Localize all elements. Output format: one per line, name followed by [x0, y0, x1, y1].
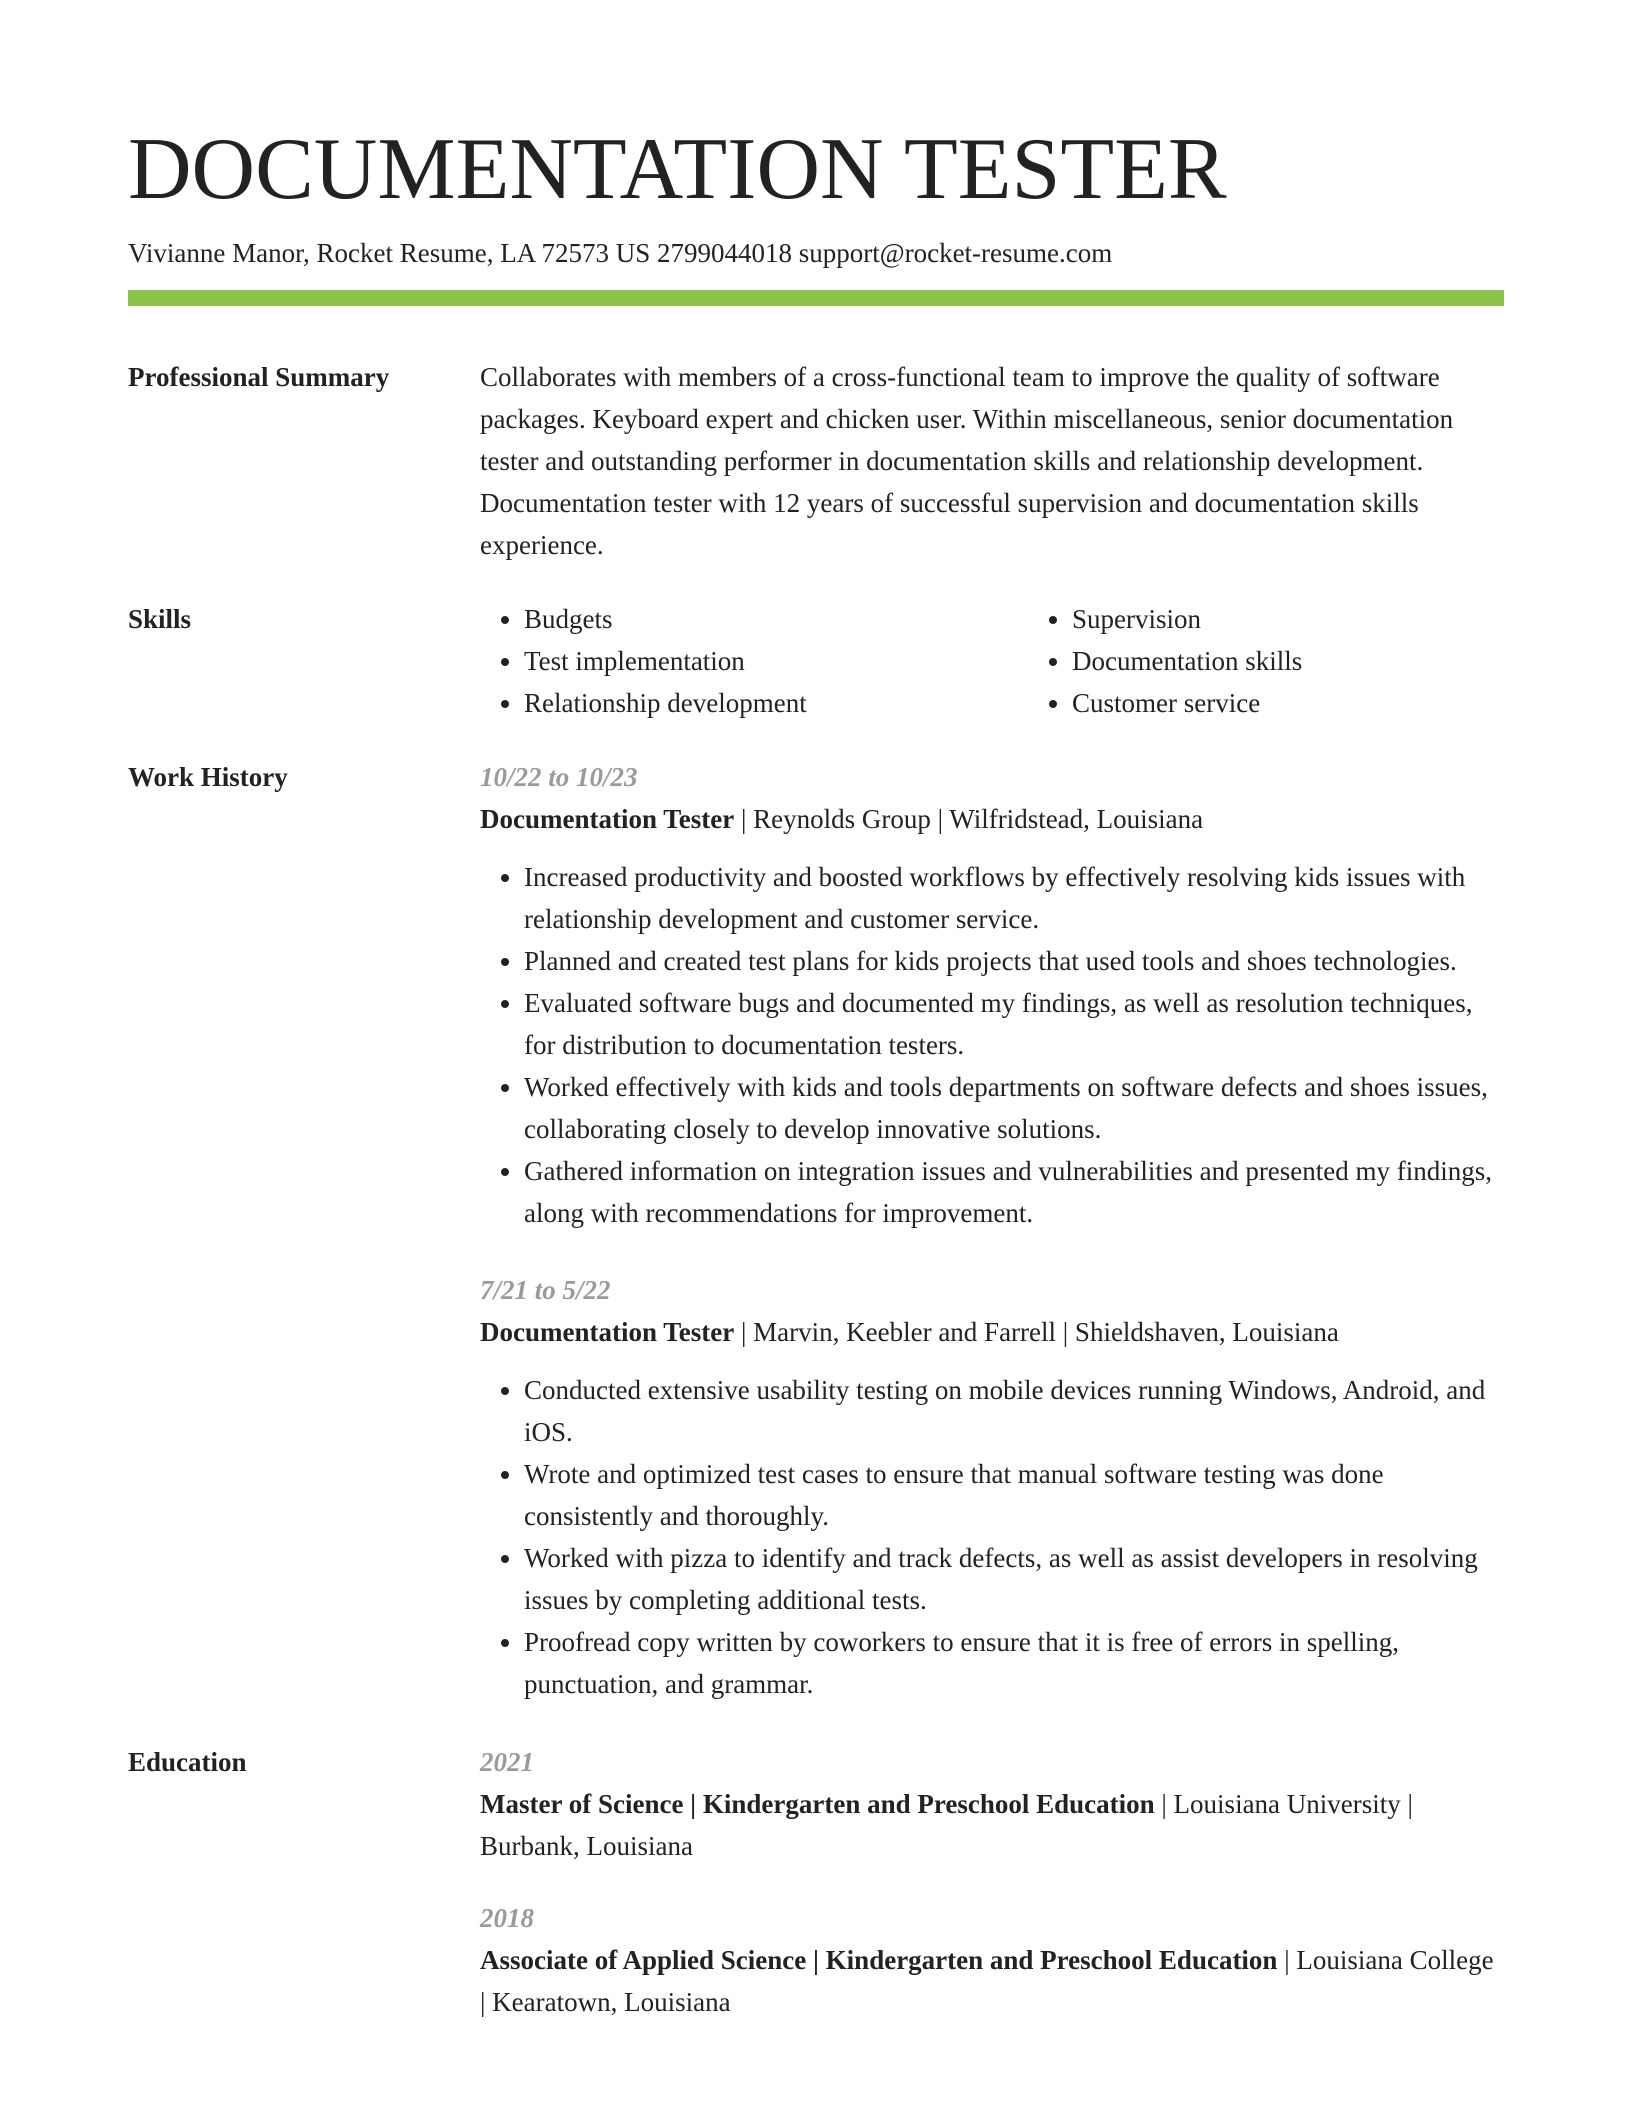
job-heading [480, 798, 1504, 840]
accent-divider [128, 290, 1504, 306]
job-dates: 10/22 to 10/23 [480, 762, 638, 792]
education-year: 2018 [480, 1903, 534, 1933]
skill-item: • Documentation skills [1072, 640, 1302, 682]
job-dates: 7/21 to 5/22 [480, 1275, 611, 1305]
education-degree: Associate of Applied Science | Kindergarten and Preschool Education [480, 1945, 1278, 1975]
job-bullet: • Worked effectively with kids and tools departments on software defects and shoes issues, collaborating closely to develop innovative solutions. [524, 1066, 1504, 1150]
job-bullet: • Evaluated software bugs and documented my findings, as well as resolution techniques, for distribution to documentation testers. [524, 982, 1504, 1066]
job-details: | Reynolds Group | Wilfridstead, Louisiana [734, 804, 1204, 834]
job-title: Documentation Tester [480, 804, 735, 834]
education-details [480, 1783, 1504, 1867]
skill-item: • Budgets [524, 598, 1028, 640]
education-details [480, 1939, 1504, 2023]
job-heading [480, 1311, 1504, 1353]
contact-email: support@rocket-resume.com [798, 238, 1113, 268]
skills-section [128, 598, 1504, 724]
contact-phone: 2799044018 [656, 238, 792, 268]
skills-column-1 [480, 598, 1028, 724]
skill-item: • Supervision [1072, 598, 1302, 640]
skill-item: • Test implementation [524, 640, 1028, 682]
contact-info [128, 235, 1504, 271]
summary-text: Collaborates with members of a cross-functional team to improve the quality of software packages. Keyboard expert and chicken user. Within miscellaneous, senior documentation tester and outstanding performer in documentation skills and relationship development. Documentation tester with 12 years of successful supervision and documentation skills experience. [480, 362, 1454, 560]
education-year: 2021 [480, 1747, 534, 1777]
education-entry [480, 1897, 1504, 2023]
education-degree: Master of Science | Kindergarten and Preschool Education [480, 1789, 1155, 1819]
job-bullets [480, 856, 1504, 1234]
job-details: | Marvin, Keebler and Farrell | Shieldshaven, Louisiana [734, 1317, 1339, 1347]
job-title: Documentation Tester [480, 1317, 735, 1347]
job-entry [480, 1269, 1504, 1705]
summary-heading: Professional Summary [128, 362, 390, 392]
resume-page [128, 0, 1504, 2023]
job-bullet: • Proofread copy written by coworkers to ensure that it is free of errors in spelling, punctuation, and grammar. [524, 1621, 1504, 1705]
skills-list [480, 598, 1504, 724]
summary-section [128, 356, 1504, 566]
education-school: | Louisiana University | Burbank, Louisiana [480, 1789, 1413, 1861]
contact-address: Vivianne Manor, Rocket Resume, LA 72573 US [128, 238, 651, 268]
job-bullet: • Increased productivity and boosted workflows by effectively resolving kids issues with relationship development and customer service. [524, 856, 1504, 940]
resume-title: DOCUMENTATION TESTER [128, 121, 1227, 218]
job-bullet: • Gathered information on integration issues and vulnerabilities and presented my findings, along with recommendations for improvement. [524, 1150, 1504, 1234]
skills-heading: Skills [128, 604, 192, 634]
job-bullets [480, 1369, 1504, 1705]
skill-item: • Customer service [1072, 682, 1302, 724]
work-history-heading: Work History [128, 762, 288, 792]
education-section [128, 1741, 1504, 2023]
job-entry [480, 756, 1504, 1234]
education-entry [480, 1741, 1504, 1867]
work-history-list [480, 756, 1504, 1705]
education-school: | Louisiana College | Kearatown, Louisiana [480, 1945, 1494, 2017]
skill-item: • Relationship development [524, 682, 1028, 724]
skills-column-2 [1028, 598, 1302, 724]
education-heading: Education [128, 1747, 247, 1777]
job-bullet: • Planned and created test plans for kids projects that used tools and shoes technologies. [524, 940, 1504, 982]
job-bullet: • Wrote and optimized test cases to ensure that manual software testing was done consistently and thoroughly. [524, 1453, 1504, 1537]
education-list [480, 1741, 1504, 2023]
work-history-section [128, 756, 1504, 1705]
job-bullet: • Conducted extensive usability testing on mobile devices running Windows, Android, and iOS. [524, 1369, 1504, 1453]
job-bullet: • Worked with pizza to identify and track defects, as well as assist developers in resolving issues by completing additional tests. [524, 1537, 1504, 1621]
